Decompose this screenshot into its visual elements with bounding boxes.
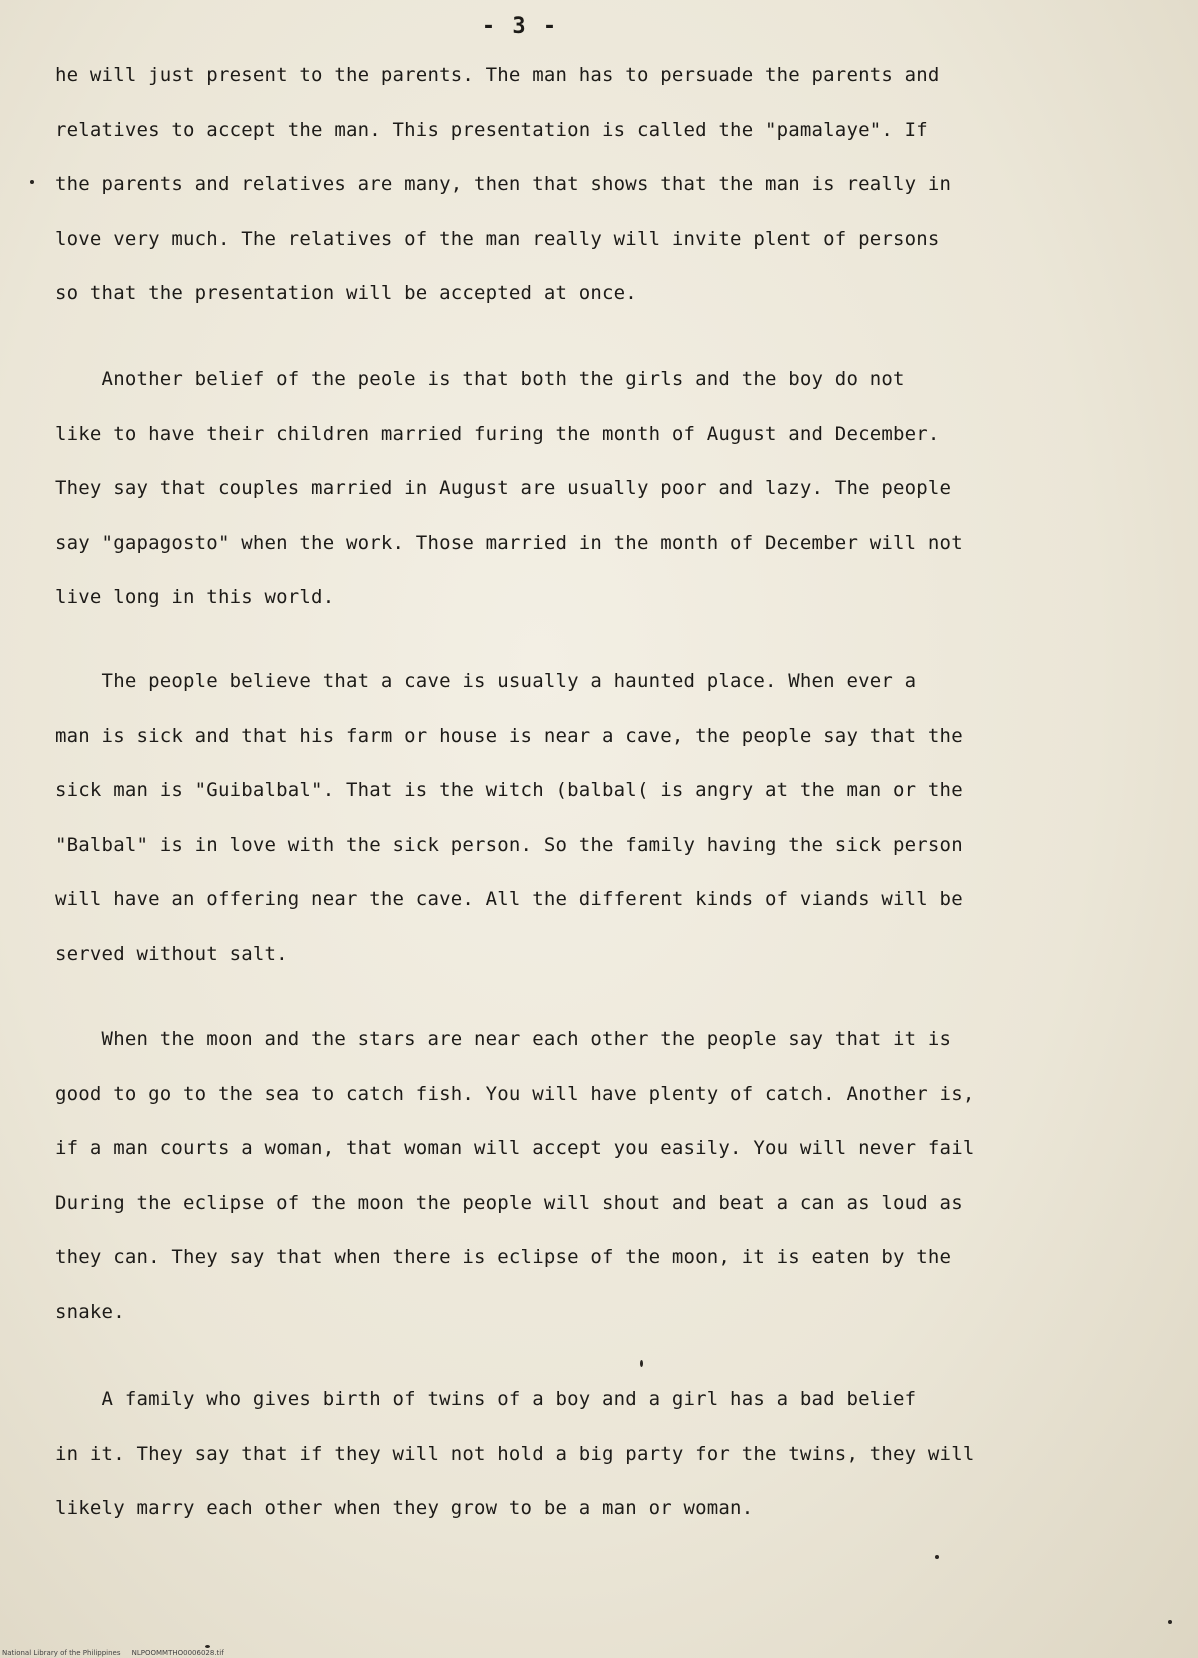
text-line: Another belief of the peole is that both the girls and the boy do not	[55, 368, 905, 390]
paper-speck	[30, 180, 34, 184]
text-line: live long in this world.	[55, 586, 335, 608]
scan-footer	[2, 1649, 224, 1657]
text-line: they can. They say that when there is eclipse of the moon, it is eaten by the	[55, 1246, 952, 1268]
paragraph-5	[55, 1372, 1115, 1536]
text-line: relatives to accept the man. This presentation is called the "pamalaye". If	[55, 118, 928, 141]
file-id: NLPOOMMTHO0006028.tif	[131, 1649, 224, 1657]
paragraph-4	[55, 1012, 1115, 1339]
text-line: will have an offering near the cave. All the different kinds of viands will be	[55, 888, 963, 910]
text-line: the parents and relatives are many, then that shows that the man is really in	[55, 173, 952, 195]
text-line: like to have their children married furing the month of August and December.	[55, 422, 940, 445]
text-line: man is sick and that his farm or house is near a cave, the people say that the	[55, 724, 963, 747]
text-line: in it. They say that if they will not hold a big party for the twins, they will	[55, 1442, 975, 1465]
paper-speck	[1168, 1620, 1172, 1624]
paper-speck	[205, 1645, 210, 1648]
paragraph-1	[55, 48, 1115, 321]
paragraph-2	[55, 352, 1115, 625]
text-line: if a man courts a woman, that woman will accept you easily. You will never fail	[55, 1137, 975, 1159]
text-line: They say that couples married in August are usually poor and lazy. The people	[55, 477, 952, 499]
text-line: say "gapagosto" when the work. Those married in the month of December will not	[55, 531, 963, 554]
text-line: so that the presentation will be accepted at once.	[55, 282, 637, 304]
text-line: snake.	[55, 1300, 125, 1323]
text-line: he will just present to the parents. The man has to persuade the parents and	[55, 64, 940, 86]
text-line: The people believe that a cave is usually a haunted place. When ever a	[55, 670, 917, 692]
text-line: sick man is "Guibalbal". That is the witch (balbal( is angry at the man or the	[55, 779, 963, 801]
text-line: served without salt.	[55, 942, 288, 965]
text-line: likely marry each other when they grow to be a man or woman.	[55, 1497, 754, 1519]
text-line: love very much. The relatives of the man really will invite plent of persons	[55, 227, 940, 250]
library-credit: National Library of the Philippines	[2, 1649, 121, 1657]
page-number: - 3 -	[481, 14, 559, 39]
paper-speck	[640, 1360, 643, 1367]
text-line: good to go to the sea to catch fish. You will have plenty of catch. Another is,	[55, 1082, 975, 1105]
text-line: "Balbal" is in love with the sick person. So the family having the sick person	[55, 833, 963, 856]
text-line: When the moon and the stars are near each other the people say that it is	[55, 1028, 952, 1050]
text-line: During the eclipse of the moon the people will shout and beat a can as loud as	[55, 1191, 963, 1214]
paper-speck	[935, 1555, 939, 1559]
text-line: A family who gives birth of twins of a boy and a girl has a bad belief	[55, 1388, 917, 1410]
paragraph-3	[55, 654, 1115, 981]
